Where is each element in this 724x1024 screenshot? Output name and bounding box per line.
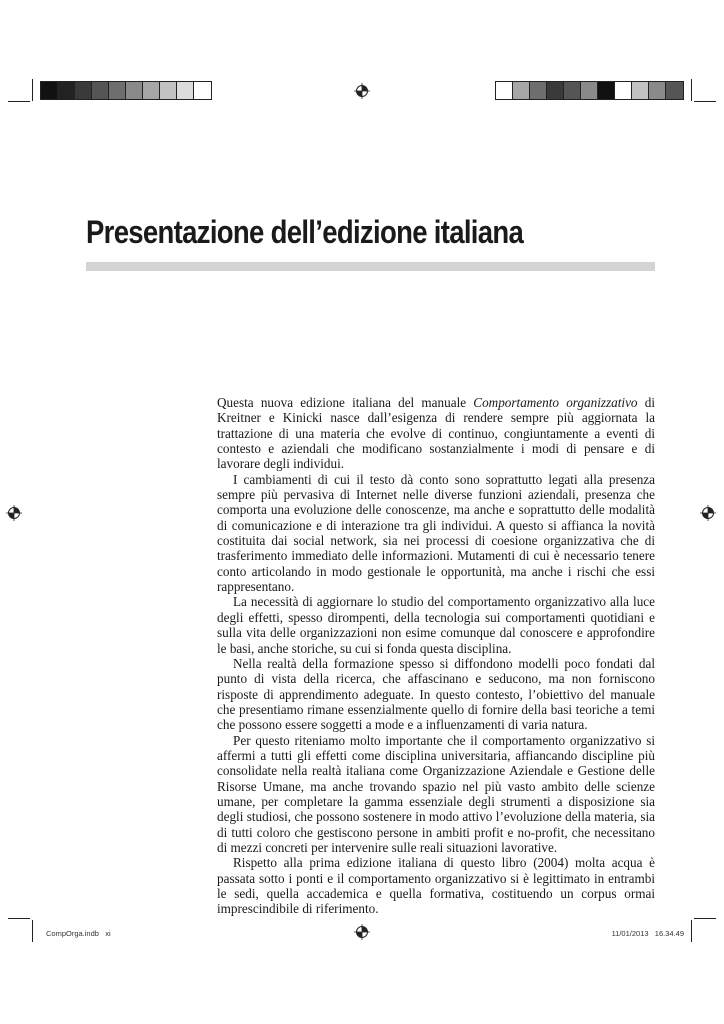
color-swatch: [58, 82, 75, 99]
color-swatch: [513, 82, 530, 99]
paragraph: [217, 395, 655, 472]
color-swatch: [496, 82, 513, 99]
crop-mark-top-right-v: [691, 79, 692, 101]
crosshair-registration-icon: [6, 505, 22, 521]
color-bar-right: [495, 81, 684, 100]
crosshair-registration-icon: [354, 924, 370, 940]
paragraph: Rispetto alla prima edizione italiana di questo libro (2004) molta acqua è passata sotto i ponti e il comportamento organizzativo si è legittimato in entrambi le sedi, quella accademica e quella formativa, costituendo un corpus ormai imprescindibile di riferimento.: [217, 855, 655, 917]
page-title: Presentazione dell’edizione italiana: [86, 214, 524, 250]
title-rule: [86, 262, 655, 271]
footer-timestamp: 11/01/2013 16.34.49: [611, 929, 684, 938]
color-swatch: [530, 82, 547, 99]
color-swatch: [632, 82, 649, 99]
color-swatch: [160, 82, 177, 99]
crop-mark-bottom-left-v: [32, 920, 33, 942]
crop-mark-bottom-right-v: [691, 920, 692, 942]
color-swatch: [143, 82, 160, 99]
color-swatch: [598, 82, 615, 99]
crop-mark-top-left-v: [32, 79, 33, 101]
paragraph: Nella realtà della formazione spesso si diffondono modelli poco fondati dal punto di vista della ricerca, che affascinano e seducono, ma non forniscono risposte di apprendimento adeguate. In questo contesto, l’obiettivo del manuale che presentiamo rimane essenzialmente quello di fornire della basi teoriche a temi che possono essere soggetti a mode e a influenzamenti di varia natura.: [217, 655, 655, 733]
color-swatch: [177, 82, 194, 99]
color-swatch: [564, 82, 581, 99]
color-swatch: [41, 82, 58, 99]
crosshair-registration-icon: [354, 83, 370, 99]
color-swatch: [649, 82, 666, 99]
crop-mark-top-left-h: [8, 101, 30, 102]
paragraph: Per questo riteniamo molto importante che il comportamento organizzativo si affermi a tutti gli effetti come disciplina universitaria, affiancando discipline più consolidate nella realtà italiana come Organizzazione Aziendale e Gestione delle Risorse Umane, ma anche trovando spazio nel più vasto ambito delle scienze umane, per completare la gamma essenziale degli strumenti a disposizione sia degli studiosi, che possono sostenere in modo attivo l’evoluzione della materia, sia di tutti coloro che gestiscono persone in ambiti profit e no-profit, che necessitano di mezzi concreti per intervenire sulle reali situazioni lavorative.: [217, 732, 655, 855]
footer-file-slug: CompOrga.indb xi: [46, 929, 111, 938]
color-swatch: [126, 82, 143, 99]
color-swatch: [109, 82, 126, 99]
color-swatch: [92, 82, 109, 99]
body-text: [217, 395, 655, 917]
paragraph-text: di Kreitner e Kinicki nasce dall’esigenza di rendere sempre più aggiornata la trattazione di una materia che evolve di continuo, congiuntamente a eventi di contesto e aziendali che modificano sostanzialmente i modi di pensare e di lavorare degli individui.: [217, 395, 655, 472]
paragraph-text: Questa nuova edizione italiana del manuale: [217, 395, 474, 410]
paragraph: I cambiamenti di cui il testo dà conto sono soprattutto legati alla presenza sempre più pervasiva di Internet nelle diverse funzioni aziendali, presenza che comporta una evoluzione delle conoscenze, ma anche e soprattutto delle modalità di comunicazione e di interazione tra gli individui. A questo si affianca la novità costituita dai social network, sia nei processi di coesione organizzativa che di trasferimento immediato delle informazioni. Mutamenti di cui è necessario tenere conto articolando in modo gestionale le opportunità, ma anche i rischi che essi rappresentano.: [217, 471, 655, 595]
crop-mark-bottom-left-h: [8, 918, 30, 919]
color-swatch: [194, 82, 211, 99]
color-swatch: [581, 82, 598, 99]
book-title-emphasis: Comportamento organizzativo: [473, 395, 638, 410]
color-bar-left: [40, 81, 212, 100]
color-swatch: [666, 82, 683, 99]
color-swatch: [615, 82, 632, 99]
color-swatch: [75, 82, 92, 99]
crosshair-registration-icon: [700, 505, 716, 521]
paragraph: La necessità di aggiornare lo studio del comportamento organizzativo alla luce degli effetti, spesso dirompenti, della tecnologia sui comportamenti quotidiani e sulla vita delle organizzazioni non esime comunque dal conoscere e approfondire le basi, anche storiche, su cui si fonda questa disciplina.: [217, 594, 655, 656]
color-swatch: [547, 82, 564, 99]
crop-mark-bottom-right-h: [694, 918, 716, 919]
crop-mark-top-right-h: [694, 101, 716, 102]
